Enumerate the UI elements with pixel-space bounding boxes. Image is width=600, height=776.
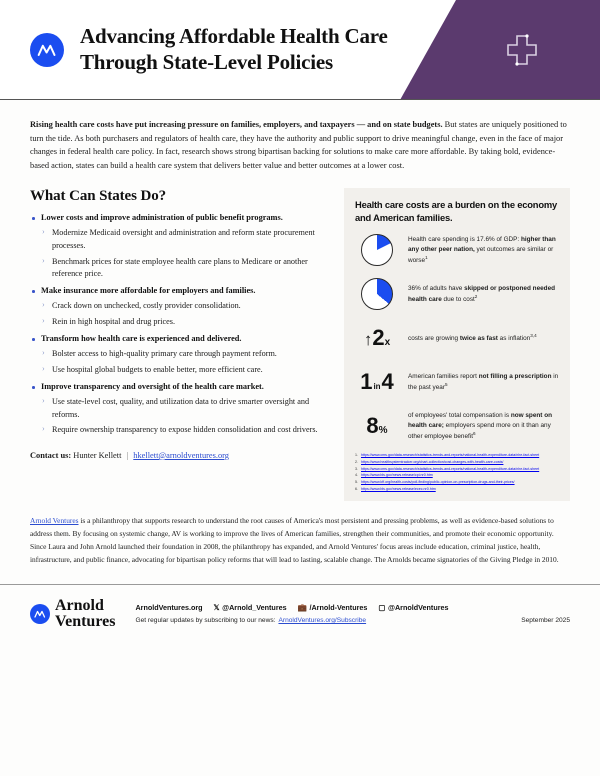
about-text: is a philanthropy that supports research to understand the root causes of America's most persistent and pressing problems, as well as evidence-based solutions to address them. By focusing on systemic change, AV is working to improve the lives of American families, strengthen their communities, and promote their economic opportunity. Since Laura and John Arnold launched their foundation in 2008, the philanthropy has expanded, and Arnold Ventures' focus areas include education, criminal justice, health, infrastructure, and public finance, advocating for bipartisan policy reforms that will lead to lasting, scalable change. The Arnolds became signatories of the Giving Pledge in 2010.	[30, 516, 559, 564]
intro-lead: Rising health care costs have put increasing pressure on families, employers, and taxpayers — and on state budgets.	[30, 120, 443, 129]
x-handle-label: @Arnold_Ventures	[222, 603, 287, 613]
stat-row	[355, 233, 559, 267]
stat-bold: not filling a prescription	[478, 372, 552, 380]
linkedin-handle-label: /Arnold-Ventures	[309, 603, 368, 613]
linkedin-link[interactable]	[298, 603, 368, 612]
footnote-index: 3.	[355, 466, 358, 471]
stat-big-number	[364, 327, 390, 349]
stat-post: in the past year	[408, 372, 559, 391]
policy-heading: Transform how health care is experienced and delivered.	[30, 333, 330, 345]
stat-visual	[355, 371, 399, 393]
stat-row	[355, 409, 559, 443]
footnote-link[interactable]: https://www.kff.org/health-costs/poll-finding/public-opinion-on-prescription-drugs-and-their-prices/	[361, 480, 515, 485]
instagram-handle-label: @ArnoldVentures	[387, 603, 449, 613]
social-links	[135, 603, 570, 612]
list-item	[30, 381, 330, 436]
contact-line	[30, 451, 330, 460]
policy-sublist	[30, 348, 330, 376]
footnote	[355, 467, 559, 472]
stat-text	[408, 372, 559, 393]
list-item: › Require ownership transparency to expose hidden consolidation and cost drivers.	[30, 424, 330, 436]
page-title-line2: Through State-Level Policies	[80, 49, 333, 74]
policy-sublist	[30, 227, 330, 280]
stat-bold: higher than any other peer nation,	[408, 236, 556, 253]
list-item: › Bolster access to high-quality primary care through payment reform.	[30, 348, 330, 360]
policy-list	[30, 212, 330, 436]
footnote-index: 2.	[355, 459, 358, 464]
list-item: › Benchmark prices for state employee health care plans to Medicare or another reference price.	[30, 256, 330, 281]
footer-logo	[30, 598, 115, 629]
stat-bold: now spent on health care;	[408, 412, 553, 429]
footnote-link[interactable]: https://www.healthsystemtracker.org/chart-collection/cost-changes-with-health-care-costs/	[361, 459, 504, 464]
list-item	[30, 285, 330, 328]
footnote	[355, 480, 559, 485]
stat-visual	[355, 234, 399, 266]
medical-cross-icon	[502, 30, 542, 70]
stat-pre: Health care spending is 17.6% of GDP:	[408, 236, 520, 244]
page-header	[0, 0, 600, 100]
stat-note: 3,4	[530, 332, 537, 338]
instagram-icon: ▢	[378, 603, 386, 613]
stat-visual	[355, 415, 399, 437]
policy-sublist	[30, 300, 330, 328]
footnote-link[interactable]: https://www.cms.gov/data-research/statistics-trends-and-reports/national-health-expenditure-data/nhe-fact-sheet	[361, 466, 540, 471]
arnold-ventures-link[interactable]: Arnold Ventures	[30, 516, 79, 526]
section-title: What Can States Do?	[30, 188, 167, 205]
intro-paragraph	[30, 118, 570, 172]
list-item: › Use state-level cost, quality, and utilization data to drive smarter oversight and reforms.	[30, 396, 330, 421]
stat-note: 5	[444, 381, 448, 387]
x-twitter-link[interactable]	[214, 603, 287, 612]
subscribe-link[interactable]: ArnoldVentures.org/Subscribe	[278, 617, 367, 625]
wordmark-line1: Arnold	[55, 597, 104, 615]
footnote	[355, 487, 559, 492]
page-title	[80, 24, 480, 76]
body-columns	[30, 188, 570, 501]
wordmark-line2: Ventures	[55, 612, 116, 630]
stat-number: 1	[360, 369, 373, 395]
stat-big-number	[366, 415, 387, 437]
right-column	[344, 188, 570, 501]
contact-label: Contact us:	[30, 450, 72, 460]
stat-number: 2	[372, 325, 385, 351]
footnote-link[interactable]: https://www.bls.gov/news.release/ecec.nr0.htm	[361, 486, 436, 491]
website-link[interactable]	[135, 603, 202, 612]
contact-name: Hunter Kellett	[73, 450, 122, 460]
stat-bold: twice as fast	[459, 334, 498, 342]
stat-number-2: 4	[381, 369, 394, 395]
linkedin-icon: 💼	[297, 603, 307, 613]
x-twitter-icon: 𝕏	[213, 603, 220, 613]
stat-pre: American families report	[408, 372, 477, 380]
stat-text	[408, 411, 559, 441]
subscribe-row	[135, 617, 570, 624]
pie-chart-icon	[361, 278, 393, 310]
stat-text	[408, 284, 559, 305]
stat-post: yet outcomes are similar or worse	[408, 245, 554, 264]
stat-row	[355, 321, 559, 355]
stat-big-number	[360, 371, 394, 393]
stat-suffix: %	[378, 425, 388, 437]
stat-row	[355, 365, 559, 399]
policy-heading: Make insurance more affordable for employers and families.	[30, 285, 330, 297]
footnote-link[interactable]: https://www.cms.gov/data-research/statistics-trends-and-reports/national-health-expenditure-data/nhe-fact-sheet	[361, 453, 540, 458]
about-paragraph	[30, 515, 570, 566]
av-logo-icon	[30, 604, 50, 624]
stat-post: due to cost	[443, 295, 475, 303]
stat-visual	[355, 278, 399, 310]
left-column	[30, 188, 330, 501]
list-item	[30, 333, 330, 376]
pie-chart-icon	[361, 234, 393, 266]
stat-mid: in	[373, 382, 381, 392]
stat-panel	[344, 188, 570, 501]
stat-post: employers spend more on it than any other employee benefit	[408, 421, 551, 440]
footnote	[355, 453, 559, 458]
stat-visual	[355, 327, 399, 349]
stat-post: as inflation	[499, 334, 531, 342]
list-item: › Use hospital global budgets to enable better, more efficient care.	[30, 364, 330, 376]
policy-sublist	[30, 396, 330, 436]
footer-content	[135, 603, 570, 624]
page-footer	[0, 585, 600, 629]
stat-suffix: x	[384, 337, 391, 349]
stat-pre: of employees' total compensation is	[408, 412, 510, 420]
footnote-index: 5.	[355, 480, 358, 485]
intro-body: But states are uniquely positioned to turn the tide. As both purchasers and regulators of health care, they have the authority and public support to drive meaningful change, even in the face of major changes in federal health care policy. In fact, research shows strong bipartisan backing for solutions to make care more affordable. By taking bold, evidence-based action, states can build a health care system that delivers better value and better outcomes at a lower cost.	[30, 120, 567, 170]
footnote	[355, 460, 559, 465]
up-arrow-icon: ↑	[363, 330, 373, 350]
list-item	[30, 212, 330, 280]
stat-text	[408, 333, 537, 344]
stat-note: 6	[473, 430, 476, 436]
footnote-index: 1.	[355, 453, 358, 458]
policy-heading: Improve transparency and oversight of the health care market.	[30, 381, 330, 393]
website-label: ArnoldVentures.org	[135, 603, 203, 613]
policy-heading: Lower costs and improve administration of public benefit programs.	[30, 212, 330, 224]
footnote-index: 6.	[355, 486, 358, 491]
stat-panel-title: Health care costs are a burden on the economy and American families.	[355, 199, 558, 223]
list-item: › Crack down on unchecked, costly provider consolidation.	[30, 300, 330, 312]
publish-date: September 2025	[521, 617, 570, 625]
footer-wordmark	[55, 598, 115, 629]
stat-note: 2	[474, 293, 478, 299]
contact-separator: |	[126, 450, 129, 460]
stat-pre: costs are growing	[408, 334, 459, 342]
stat-number: 8	[366, 413, 379, 439]
stat-text	[408, 235, 559, 265]
stat-bold: skipped or postponed needed health care	[408, 284, 556, 303]
stat-pre: 36% of adults have	[408, 284, 463, 292]
list-item: › Modernize Medicaid oversight and administration and reform state procurement processes.	[30, 227, 330, 252]
footnote-link[interactable]: https://www.bls.gov/news.release/cpi.nr0.htm	[361, 473, 433, 478]
stat-row	[355, 277, 559, 311]
contact-email-link[interactable]: hkellett@arnoldventures.org	[133, 450, 229, 460]
footnote-list	[355, 453, 559, 492]
av-logo-icon	[30, 33, 64, 67]
stat-note: 1	[425, 254, 428, 260]
page-title-line1: Advancing Affordable Health Care	[80, 24, 388, 48]
list-item: › Rein in high hospital and drug prices.	[30, 316, 330, 328]
instagram-link[interactable]	[378, 603, 448, 612]
footnote-index: 4.	[355, 473, 358, 478]
footnote	[355, 473, 559, 478]
subscribe-text: Get regular updates by subscribing to our news:	[135, 617, 276, 625]
